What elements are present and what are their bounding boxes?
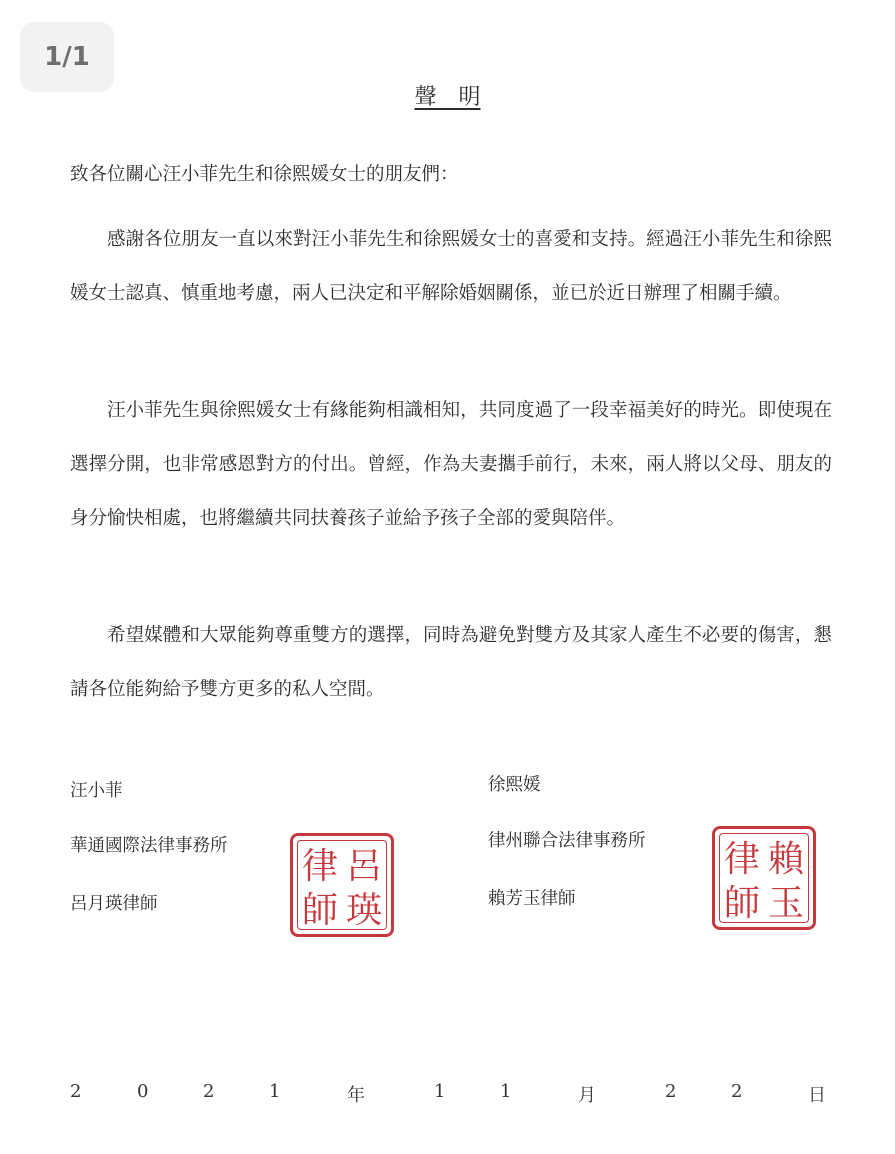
date-char: 日 <box>808 1085 826 1106</box>
date-char: 2 <box>665 1081 677 1102</box>
right-signatory-name: 徐熙媛 <box>488 775 541 795</box>
right-seal-char: 律 <box>723 838 760 880</box>
date-char: 2 <box>203 1081 215 1102</box>
left-lawyer-seal <box>290 833 394 937</box>
left-seal-char: 呂 <box>345 845 382 887</box>
date-char: 1 <box>434 1081 446 1102</box>
right-seal-char: 玉 <box>767 882 804 924</box>
left-seal-char: 瑛 <box>345 889 382 931</box>
right-seal-char: 賴 <box>767 838 804 880</box>
date-char: 2 <box>70 1081 82 1102</box>
left-seal-char: 師 <box>301 889 338 931</box>
paragraph-3: 希望媒體和大眾能夠尊重雙方的選擇，同時為避免對雙方及其家人產生不必要的傷害，懇請各位能夠給予雙方更多的私人空間。 <box>70 625 832 700</box>
paragraph-2: 汪小菲先生與徐熙媛女士有緣能夠相識相知，共同度過了一段幸福美好的時光。即使現在選擇分開，也非常感恩對方的付出。曾經，作為夫妻攜手前行，未來，兩人將以父母、朋友的身分愉快相處，也將繼續共同扶養孩子並給予孩子全部的愛與陪伴。 <box>70 400 832 529</box>
right-lawyer-seal <box>712 826 816 930</box>
document-title-text: 聲 明 <box>414 85 481 110</box>
date-char: 月 <box>578 1085 596 1106</box>
right-seal-char: 師 <box>723 882 760 924</box>
salutation: 致各位關心汪小菲先生和徐熙媛女士的朋友們： <box>70 164 459 185</box>
left-signatory-name: 汪小菲 <box>70 781 123 801</box>
date-char: 0 <box>137 1081 149 1102</box>
document-title <box>0 80 895 111</box>
right-lawyer-name: 賴芳玉律師 <box>488 889 576 909</box>
right-law-firm: 律州聯合法律事務所 <box>488 831 646 851</box>
date-char: 1 <box>500 1081 512 1102</box>
date-char: 2 <box>731 1081 743 1102</box>
paragraph-1: 感謝各位朋友一直以來對汪小菲先生和徐熙媛女士的喜愛和支持。經過汪小菲先生和徐熙媛女士認真、慎重地考慮，兩人已決定和平解除婚姻關係，並已於近日辦理了相關手續。 <box>70 229 832 304</box>
left-lawyer-name: 呂月瑛律師 <box>70 894 158 914</box>
left-law-firm: 華通國際法律事務所 <box>70 836 228 856</box>
date-char: 1 <box>269 1081 281 1102</box>
page-indicator-badge: 1/1 <box>20 22 114 92</box>
date-char: 年 <box>347 1085 365 1106</box>
left-seal-char: 律 <box>301 845 338 887</box>
